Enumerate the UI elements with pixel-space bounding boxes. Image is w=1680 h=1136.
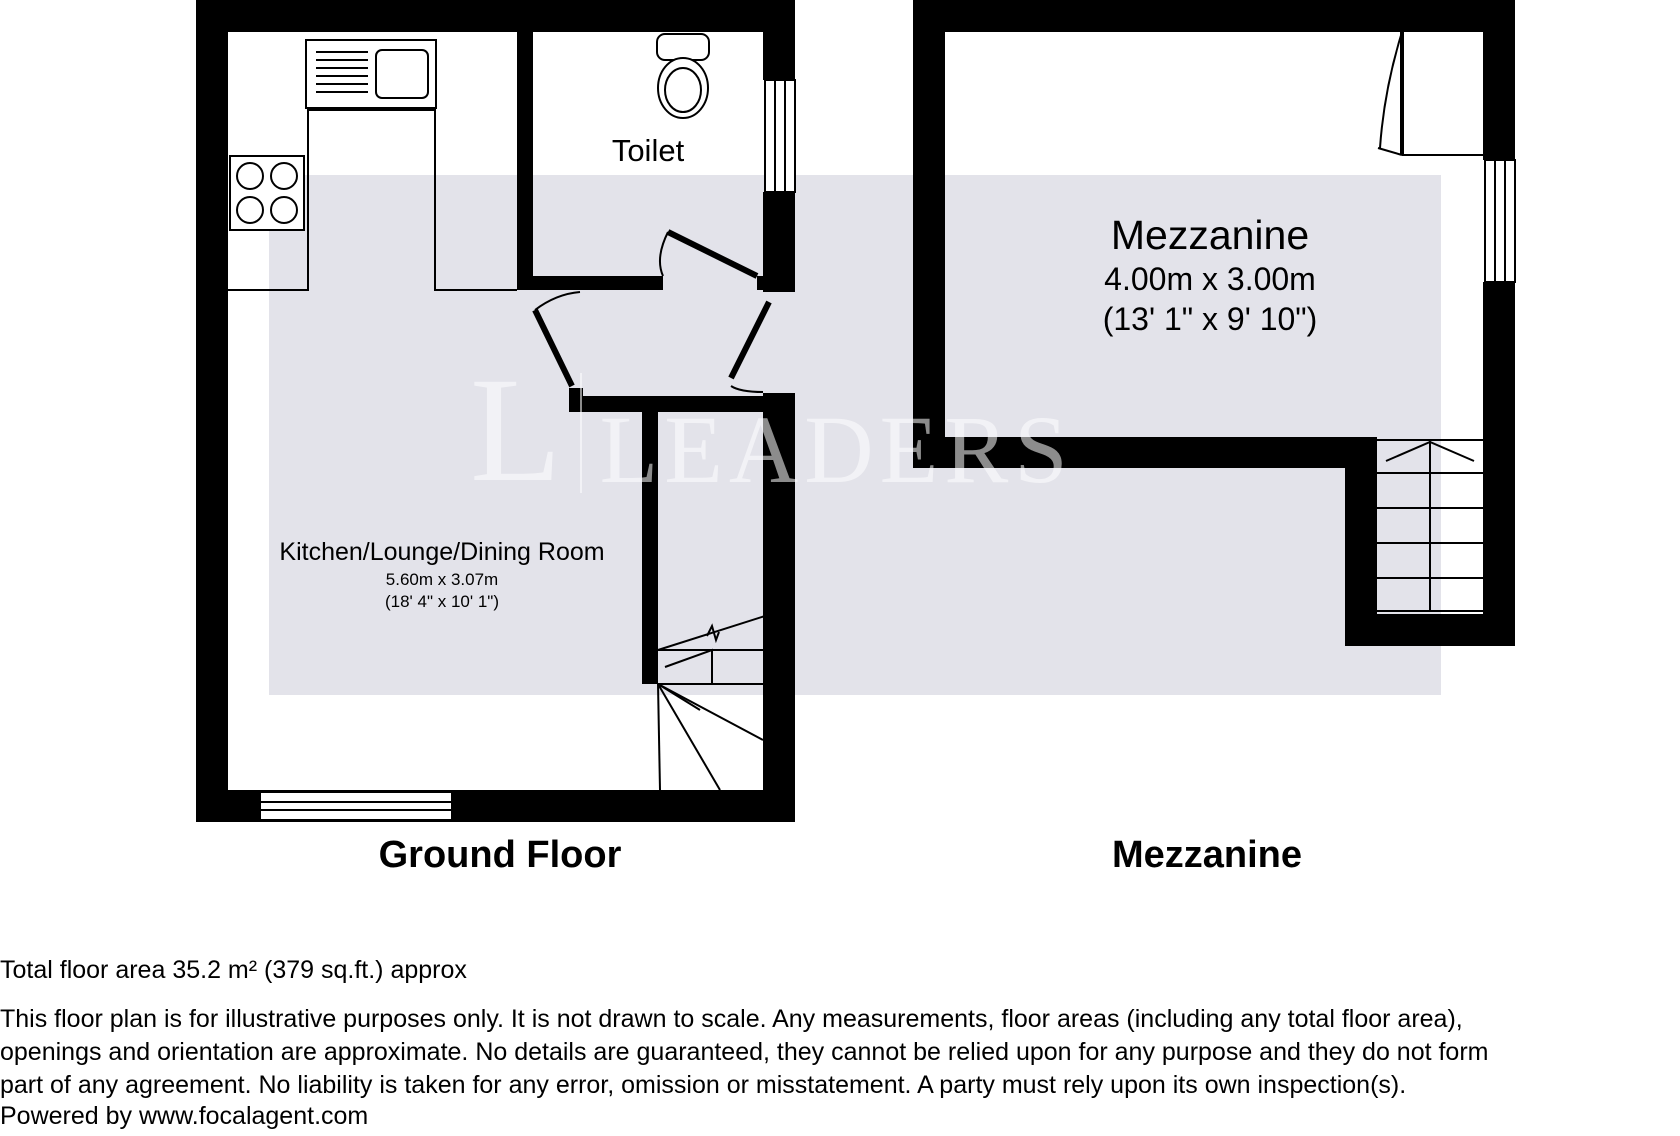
toilet-wall-left <box>517 32 533 290</box>
room-label-kitchen: Kitchen/Lounge/Dining Room <box>279 538 605 566</box>
room-label-toilet: Toilet <box>611 133 685 168</box>
room-dims-mezzanine-imperial: (13' 1" x 9' 10") <box>1102 301 1318 337</box>
mezz-wall-top <box>913 0 1515 32</box>
disclaimer-line-3: part of any agreement. No liability is taken for any error, omission or misstatement. A party must rely upon its own inspection(s). <box>0 1071 1407 1099</box>
toilet-wall-bottom <box>517 276 663 290</box>
disclaimer-line-1: This floor plan is for illustrative purposes only. It is not drawn to scale. Any measurements, floor areas (including any total floor area), <box>0 1005 1463 1033</box>
room-dims-kitchen-metric: 5.60m x 3.07m <box>385 570 499 589</box>
ground-wall-right-mid <box>763 192 795 292</box>
mezz-wall-right-lower <box>1483 282 1515 646</box>
ground-wall-right-upper <box>763 0 795 80</box>
mezz-wall-right-upper <box>1483 0 1515 160</box>
window-toilet <box>765 80 795 192</box>
disclaimer-line-2: openings and orientation are approximate. No details are guaranteed, they cannot be relied upon for any purpose and they do not form <box>0 1038 1489 1066</box>
mezz-window <box>1485 160 1515 282</box>
watermark-divider <box>580 373 582 493</box>
room-dims-mezzanine-metric: 4.00m x 3.00m <box>1104 261 1316 297</box>
window-front <box>260 792 452 820</box>
toilet-wall-stub <box>757 276 765 290</box>
total-floor-area: Total floor area 35.2 m² (379 sq.ft.) approx <box>0 956 467 984</box>
watermark-logo <box>470 347 1074 513</box>
mezz-door <box>1378 32 1483 155</box>
ground-wall-left <box>196 0 228 822</box>
floor-title-ground: Ground Floor <box>378 834 622 876</box>
toilet-fixture <box>657 34 709 118</box>
powered-by: Powered by www.focalagent.com <box>0 1102 369 1130</box>
ground-wall-top <box>196 0 795 32</box>
floor-title-mezzanine: Mezzanine <box>1111 834 1303 876</box>
room-label-mezzanine: Mezzanine <box>1110 212 1310 258</box>
room-dims-kitchen-imperial: (18' 4" x 10' 1") <box>384 592 499 611</box>
watermark-initial: L <box>470 347 562 513</box>
watermark-text: LEADERS <box>599 396 1074 503</box>
